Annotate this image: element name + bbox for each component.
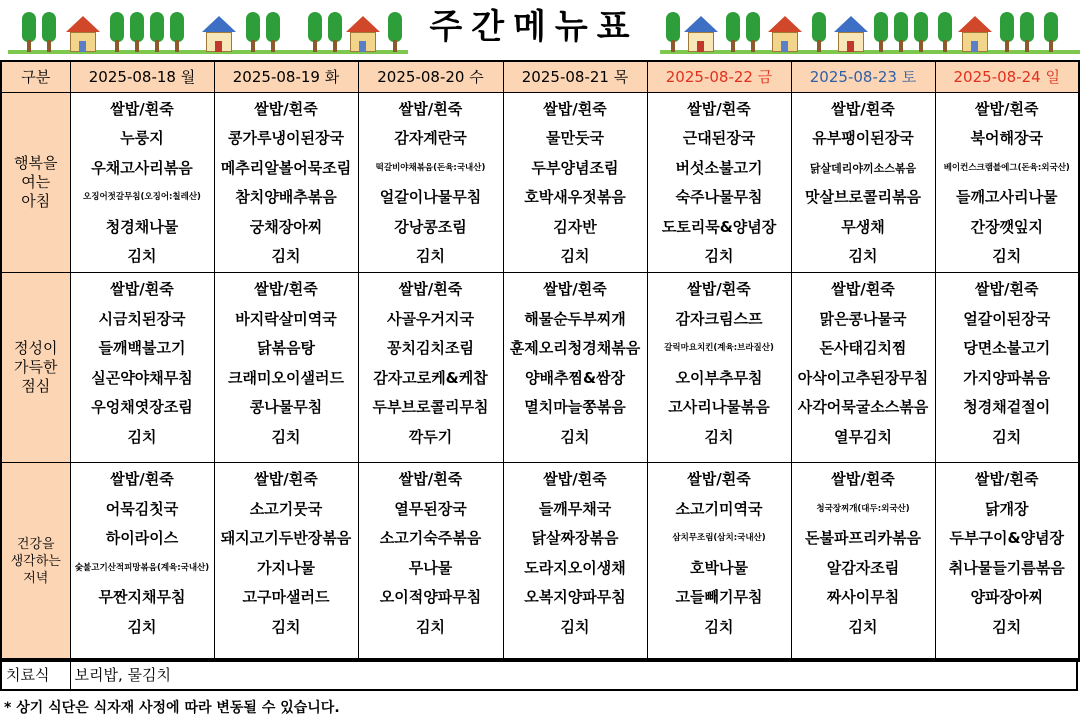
menu-item: 짜사이무침 (826, 588, 900, 607)
menu-item: 아삭이고추된장무침 (797, 368, 929, 387)
menu-item: 쌀밥/흰죽 (543, 470, 607, 489)
menu-item: 오복지양파무침 (524, 588, 626, 607)
menu-item: 쌀밥/흰죽 (687, 470, 751, 489)
meal-label-line: 점심 (21, 377, 51, 396)
day-header: 2025-08-19 화 (214, 61, 358, 92)
menu-item: 소고기뭇국 (249, 499, 323, 518)
menu-item: 콩가루냉이된장국 (228, 129, 344, 148)
menu-item: 쌀밥/흰죽 (687, 280, 751, 299)
menu-item: 쌀밥/흰죽 (687, 99, 751, 118)
menu-item: 호박나물 (690, 558, 748, 577)
meal-label-line: 가득한 (14, 358, 58, 377)
menu-item: 취나물들기름볶음 (948, 558, 1065, 577)
menu-cell (791, 273, 935, 463)
menu-cell (647, 92, 791, 273)
menu-item: 무짠지채무침 (98, 588, 186, 607)
menu-item: 청경채겉절이 (963, 398, 1051, 417)
diet-value: 보리밥, 물김치 (70, 659, 1077, 690)
menu-item: 쌀밥/흰죽 (398, 470, 463, 489)
house-icon (960, 16, 990, 52)
menu-item: 청경채나물 (105, 217, 179, 236)
menu-item: 돈불파프리카볶음 (805, 529, 921, 548)
menu-item: 떡갈비야채볶음(돈육:국내산) (375, 162, 486, 173)
tree-icon (938, 12, 952, 52)
menu-item: 크래미오이샐러드 (228, 368, 344, 387)
meal-label-line: 생각하는 (10, 553, 61, 569)
menu-item: 김치 (560, 247, 590, 266)
meal-label (1, 463, 70, 661)
menu-item: 숙주나물무침 (675, 188, 763, 207)
menu-item: 두부브로콜리무침 (372, 398, 489, 417)
menu-item: 해물순두부찌개 (524, 309, 626, 328)
menu-item: 간장깻잎지 (970, 217, 1043, 236)
menu-item: 쌀밥/흰죽 (831, 280, 895, 299)
menu-item: 김치 (704, 247, 734, 266)
menu-item: 김치 (560, 618, 590, 637)
menu-item: 쌀밥/흰죽 (543, 280, 607, 299)
meal-label-line: 건강을 (16, 536, 55, 552)
tree-icon (150, 12, 164, 52)
menu-cell (791, 92, 935, 273)
menu-item: 김치 (127, 247, 157, 266)
menu-item: 하이라이스 (105, 529, 179, 548)
menu-cell (70, 463, 214, 661)
menu-item: 도라지오이생채 (524, 558, 626, 577)
meal-label-line: 저녁 (23, 570, 49, 586)
menu-item: 쌀밥/흰죽 (254, 280, 318, 299)
footnote: * 상기 식단은 식자재 사정에 따라 변동될 수 있습니다. (4, 700, 340, 716)
menu-item: 맑은콩나물국 (819, 309, 907, 328)
menu-cell (214, 463, 358, 661)
tree-icon (42, 12, 56, 52)
menu-item: 도토리묵&양념장 (661, 217, 777, 236)
menu-item: 오이적양파무침 (379, 588, 482, 607)
header-banner (0, 0, 1082, 58)
menu-item: 김치 (127, 618, 157, 637)
menu-cell (214, 92, 358, 273)
menu-item: 버섯소불고기 (675, 158, 763, 177)
menu-item: 궁채장아찌 (249, 217, 323, 236)
menu-item: 양파장아찌 (970, 588, 1043, 607)
meal-row (1, 463, 1079, 661)
menu-item: 김치 (848, 247, 878, 266)
menu-item: 김치 (848, 618, 878, 637)
menu-item: 고사리나물볶음 (668, 398, 770, 417)
day-header: 2025-08-18 월 (70, 61, 214, 92)
menu-cell (358, 273, 503, 463)
tree-icon (246, 12, 260, 52)
menu-item: 가지나물 (257, 558, 315, 577)
menu-item: 쌀밥/흰죽 (975, 280, 1039, 299)
menu-item: 쌀밥/흰죽 (110, 280, 174, 299)
menu-item: 콩나물무침 (249, 398, 323, 417)
menu-item: 무나물 (408, 558, 453, 577)
menu-cell (214, 273, 358, 463)
house-icon (686, 16, 716, 52)
menu-item: 당면소불고기 (963, 339, 1051, 358)
menu-item: 들깨백불고기 (98, 339, 186, 358)
tree-icon (874, 12, 888, 52)
menu-item: 베이컨스크램블에그(돈육:외국산) (943, 162, 1070, 173)
tree-icon (170, 12, 184, 52)
menu-item: 어묵김칫국 (105, 499, 179, 518)
menu-item: 사골우거지국 (387, 309, 474, 328)
tree-icon (812, 12, 826, 52)
menu-item: 꽁치김치조림 (387, 339, 474, 358)
menu-cell (70, 92, 214, 273)
menu-cell (791, 463, 935, 661)
menu-item: 들깨고사리나물 (956, 188, 1058, 207)
menu-item: 김치 (704, 618, 734, 637)
menu-item: 두부구이&양념장 (949, 529, 1064, 548)
tree-icon (266, 12, 280, 52)
menu-item: 오징어젓갈무침(오징어:칠레산) (83, 192, 201, 203)
menu-cell (935, 273, 1079, 463)
day-header: 2025-08-24 일 (935, 61, 1079, 92)
day-header: 2025-08-23 토 (791, 61, 935, 92)
menu-item: 김치 (271, 618, 301, 637)
banner-scene-left (8, 4, 408, 52)
menu-item: 닭볶음탕 (257, 339, 315, 358)
menu-item: 돼지고기두반장볶음 (220, 529, 352, 548)
menu-item: 김치 (416, 618, 445, 637)
menu-cell (503, 463, 647, 661)
menu-cell (358, 463, 503, 661)
meal-label (1, 92, 70, 273)
tree-icon (746, 12, 760, 52)
tree-icon (130, 12, 144, 52)
menu-item: 가지양파볶음 (963, 368, 1051, 387)
header-row (1, 61, 1079, 92)
tree-icon (1000, 12, 1014, 52)
meal-label-line: 행복을 (14, 153, 58, 172)
tree-icon (110, 12, 124, 52)
menu-item: 북어해장국 (970, 129, 1043, 148)
menu-item: 김치 (992, 618, 1022, 637)
menu-item: 김자반 (553, 217, 597, 236)
menu-item: 쌀밥/흰죽 (543, 99, 607, 118)
menu-item: 강낭콩조림 (394, 217, 467, 236)
menu-item: 소고기숙주볶음 (379, 529, 482, 548)
menu-cell (70, 273, 214, 463)
meal-label-line: 여는 (21, 172, 51, 191)
menu-item: 감자계란국 (394, 129, 467, 148)
meal-label-line: 정성이 (14, 339, 58, 358)
menu-item: 쌀밥/흰죽 (831, 470, 895, 489)
menu-item: 무생채 (841, 217, 885, 236)
menu-item: 닭살짜장볶음 (531, 529, 619, 548)
meal-row (1, 92, 1079, 273)
menu-item: 김치 (704, 428, 734, 447)
menu-cell (935, 463, 1079, 661)
menu-item: 청국장찌개(대두:외국산) (816, 503, 910, 514)
day-header: 2025-08-22 금 (647, 61, 791, 92)
menu-item: 호박새우젓볶음 (524, 188, 626, 207)
menu-item: 쌀밥/흰죽 (110, 99, 174, 118)
menu-item: 맛살브로콜리볶음 (805, 188, 921, 207)
menu-item: 들깨무채국 (538, 499, 612, 518)
menu-item: 유부팽이된장국 (812, 129, 914, 148)
tree-icon (666, 12, 680, 52)
day-header: 2025-08-21 목 (503, 61, 647, 92)
menu-item: 알감자조림 (826, 558, 900, 577)
menu-item: 김치 (416, 247, 445, 266)
banner-scene-right (660, 4, 1080, 52)
menu-item: 쌀밥/흰죽 (975, 99, 1039, 118)
menu-item: 쌀밥/흰죽 (398, 280, 463, 299)
tree-icon (1044, 12, 1058, 52)
page-title: 주간메뉴표 (429, 7, 639, 47)
menu-item: 삼치무조림(삼치:국내산) (672, 533, 766, 544)
menu-cell (647, 273, 791, 463)
menu-item: 멸치마늘쫑볶음 (524, 398, 626, 417)
tree-icon (22, 12, 36, 52)
weekly-menu-table (0, 60, 1080, 662)
menu-item: 물만둣국 (546, 129, 604, 148)
menu-item: 김치 (992, 428, 1022, 447)
menu-cell (647, 463, 791, 661)
menu-item: 얼갈이된장국 (963, 309, 1051, 328)
diet-label: 치료식 (1, 659, 70, 690)
tree-icon (388, 12, 402, 52)
menu-item: 숯불고기산적피망볶음(계육:국내산) (74, 562, 210, 573)
menu-item: 열무된장국 (394, 499, 467, 518)
menu-item: 우채고사리볶음 (91, 158, 193, 177)
menu-item: 고구마샐러드 (242, 588, 330, 607)
meal-label (1, 273, 70, 463)
menu-item: 두부양념조림 (531, 158, 619, 177)
menu-item: 깍두기 (408, 428, 453, 447)
menu-item: 참치양배추볶음 (235, 188, 337, 207)
menu-item: 오이부추무침 (675, 368, 763, 387)
menu-item: 소고기미역국 (675, 499, 763, 518)
menu-item: 김치 (127, 428, 157, 447)
house-icon (348, 16, 378, 52)
tree-icon (328, 12, 342, 52)
menu-item: 감자고로케&케찹 (373, 368, 488, 387)
menu-item: 쌀밥/흰죽 (110, 470, 174, 489)
menu-item: 쌀밥/흰죽 (975, 470, 1039, 489)
menu-item: 실곤약야채무침 (91, 368, 193, 387)
house-icon (68, 16, 98, 52)
meal-label-line: 아침 (21, 191, 51, 210)
menu-item: 김치 (992, 247, 1022, 266)
tree-icon (894, 12, 908, 52)
menu-item: 쌀밥/흰죽 (398, 99, 463, 118)
tree-icon (914, 12, 928, 52)
menu-item: 바지락살미역국 (235, 309, 337, 328)
menu-item: 쌀밥/흰죽 (254, 470, 318, 489)
therapeutic-diet-table (0, 658, 1078, 691)
menu-item: 김치 (271, 428, 301, 447)
category-header: 구분 (1, 61, 70, 92)
menu-item: 돈사태김치찜 (819, 339, 907, 358)
menu-item: 김치 (560, 428, 590, 447)
house-icon (836, 16, 866, 52)
house-icon (770, 16, 800, 52)
menu-item: 닭개장 (985, 499, 1029, 518)
menu-cell (935, 92, 1079, 273)
menu-item: 고들빼기무침 (675, 588, 763, 607)
menu-item: 근대된장국 (682, 129, 756, 148)
menu-cell (358, 92, 503, 273)
menu-item: 열무김치 (834, 428, 892, 447)
menu-item: 갈릭마요치킨(계육:브라질산) (664, 343, 774, 354)
tree-icon (726, 12, 740, 52)
tree-icon (308, 12, 322, 52)
menu-item: 김치 (271, 247, 301, 266)
menu-cell (503, 273, 647, 463)
menu-item: 닭살데리야끼소스볶음 (809, 161, 917, 175)
meal-row (1, 273, 1079, 463)
menu-item: 메추리알볼어묵조림 (220, 158, 352, 177)
menu-item: 시금치된장국 (98, 309, 186, 328)
menu-cell (503, 92, 647, 273)
menu-item: 얼갈이나물무침 (379, 188, 482, 207)
menu-item: 사각어묵굴소스볶음 (797, 398, 929, 417)
menu-item: 양배추찜&쌈장 (524, 368, 626, 387)
menu-item: 누룽지 (120, 129, 164, 148)
menu-item: 우엉채엿장조림 (91, 398, 193, 417)
menu-item: 쌀밥/흰죽 (254, 99, 318, 118)
menu-item: 쌀밥/흰죽 (831, 99, 895, 118)
menu-item: 훈제오리청경채볶음 (509, 339, 641, 358)
menu-item: 감자크림스프 (675, 309, 763, 328)
tree-icon (1020, 12, 1034, 52)
day-header: 2025-08-20 수 (358, 61, 503, 92)
house-icon (204, 16, 234, 52)
